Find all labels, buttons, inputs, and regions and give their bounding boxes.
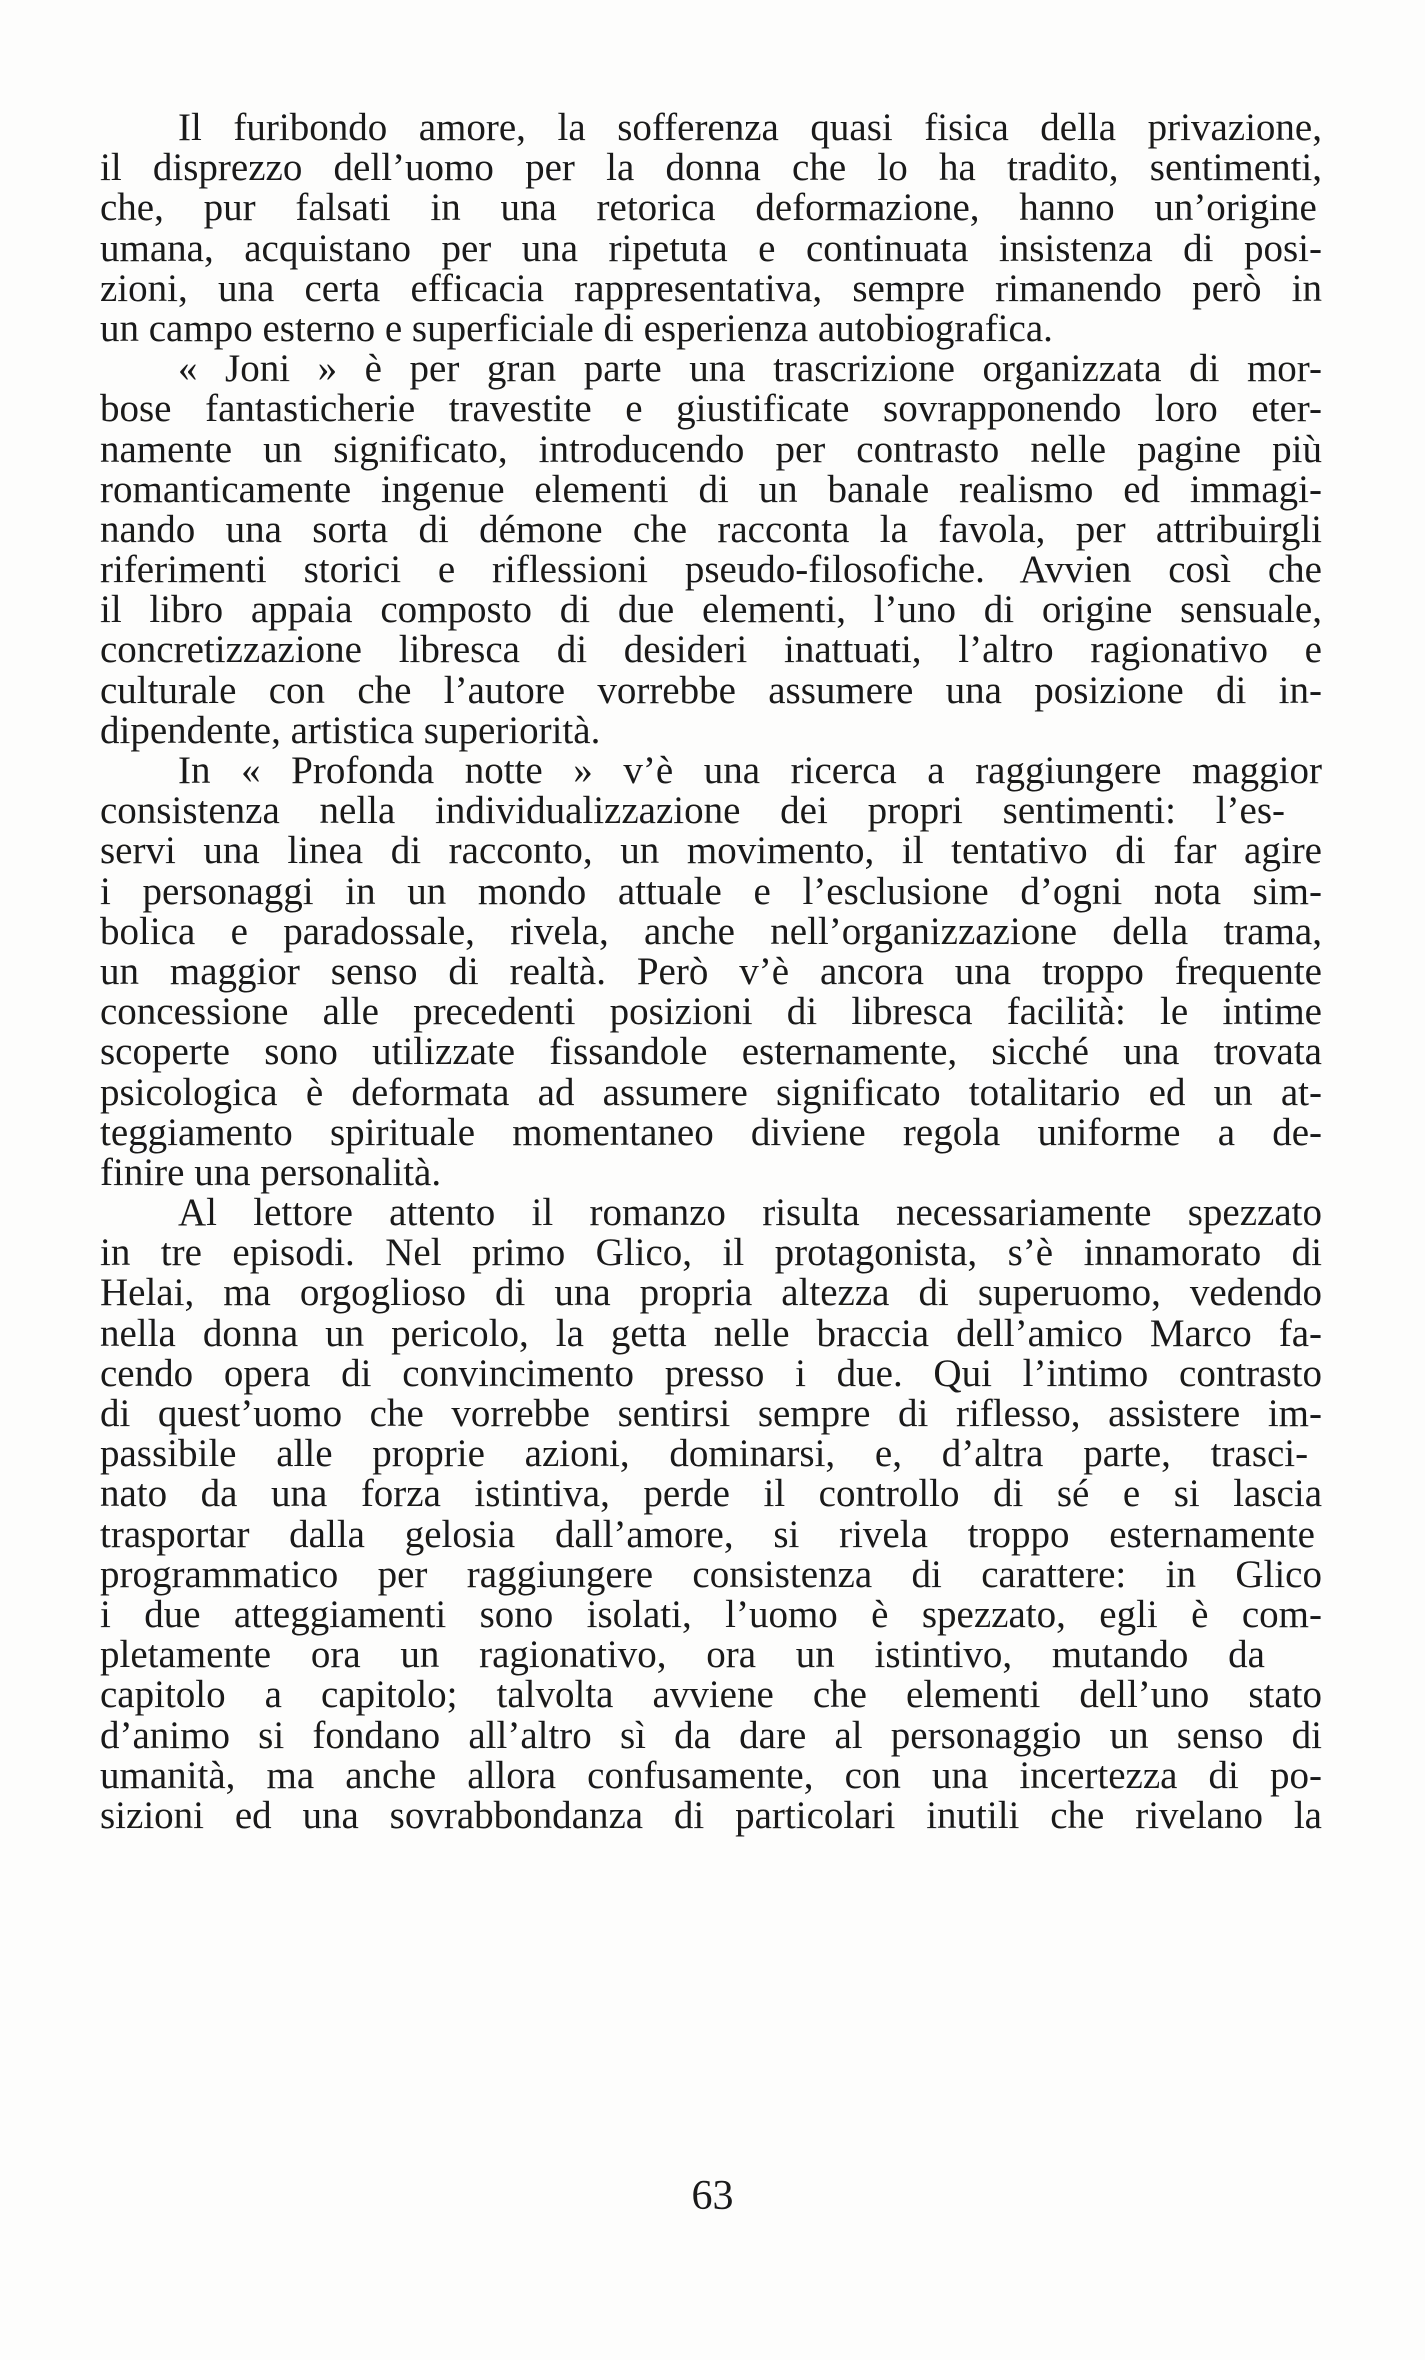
text-line: umana, acquistano per una ripetuta e continuata insistenza di posi- [100,226,1322,270]
text-line: « Joni » è per gran parte una trascrizione organizzata di mor- [178,347,1322,391]
text-line: finire una personalità. [100,1150,442,1194]
text-line: culturale con che l’autore vorrebbe assumere una posizione di in- [100,668,1322,712]
text-line: nella donna un pericolo, la getta nelle braccia dell’amico Marco fa- [100,1311,1322,1355]
text-line: consistenza nella individualizzazione dei propri sentimenti: l’es- [100,789,1285,833]
text-line: passibile alle proprie azioni, dominarsi, e, d’altra parte, trasci- [100,1432,1309,1476]
text-line: sizioni ed una sovrabbondanza di particolari inutili che rivelano la [100,1793,1322,1837]
text-line: Helai, ma orgoglioso di una propria altezza di superuomo, vedendo [100,1271,1322,1315]
text-line: i personaggi in un mondo attuale e l’esclusione d’ogni nota sim- [100,869,1322,913]
text-line: un maggior senso di realtà. Però v’è ancora una troppo frequente [100,949,1322,993]
text-line: programmatico per raggiungere consistenza di carattere: in Glico [100,1552,1322,1596]
text-line: umanità, ma anche allora confusamente, con una incertezza di po- [100,1753,1322,1797]
text-line: concretizzazione libresca di desideri inattuati, l’altro ragionativo e [100,628,1322,672]
text-line: nando una sorta di démone che racconta la favola, per attribuirgli [100,507,1322,551]
text-line: il libro appaia composto di due elementi, l’uno di origine sensuale, [100,588,1322,632]
text-line: in tre episodi. Nel primo Glico, il protagonista, s’è innamorato di [100,1231,1322,1275]
text-line: d’animo si fondano all’altro sì da dare al personaggio un senso di [100,1713,1322,1757]
text-line: i due atteggiamenti sono isolati, l’uomo è spezzato, egli è com- [100,1592,1322,1636]
text-line: zioni, una certa efficacia rappresentativa, sempre rimanendo però in [100,266,1322,310]
text-line: di quest’uomo che vorrebbe sentirsi sempre di riflesso, assistere im- [100,1392,1322,1435]
text-line: pletamente ora un ragionativo, ora un istintivo, mutando da [100,1633,1265,1677]
text-line: Il furibondo amore, la sofferenza quasi fisica della privazione, [178,106,1322,149]
text-line: il disprezzo dell’uomo per la donna che lo ha tradito, sentimenti, [100,146,1322,190]
text-line: un campo esterno e superficiale di esperienza autobiografica. [100,306,1053,350]
text-line: In « Profonda notte » v’è una ricerca a raggiungere maggior [178,749,1322,792]
text-line: namente un significato, introducendo per contrasto nelle pagine più [100,427,1322,471]
text-line: romanticamente ingenue elementi di un banale realismo ed immagi- [100,467,1322,511]
text-line: nato da una forza istintiva, perde il controllo di sé e si lascia [100,1472,1322,1516]
text-line: che, pur falsati in una retorica deformazione, hanno un’origine [100,186,1317,230]
text-line: servi una linea di racconto, un movimento, il tentativo di far agire [100,829,1322,873]
text-line: concessione alle precedenti posizioni di libresca facilità: le intime [100,990,1322,1034]
page-number: 63 [691,2173,734,2219]
text-line: teggiamento spirituale momentaneo diviene regola uniforme a de- [100,1110,1322,1154]
text-line: bolica e paradossale, rivela, anche nell’organizzazione della trama, [100,909,1322,953]
text-line: bose fantasticherie travestite e giustificate sovrapponendo loro eter- [100,387,1322,431]
text-line: scoperte sono utilizzate fissandole esternamente, sicché una trovata [100,1030,1322,1074]
body-text [100,108,1322,1836]
text-line: psicologica è deformata ad assumere significato totalitario ed un at- [100,1070,1322,1114]
text-line: trasportar dalla gelosia dall’amore, si rivela troppo esternamente [100,1512,1315,1556]
text-line: capitolo a capitolo; talvolta avviene che elementi dell’uno stato [100,1673,1322,1717]
text-line: dipendente, artistica superiorità. [100,708,601,752]
text-line: cendo opera di convincimento presso i due. Qui l’intimo contrasto [100,1351,1322,1395]
text-line: riferimenti storici e riflessioni pseudo-filosofiche. Avvien così che [100,548,1322,592]
text-line: Al lettore attento il romanzo risulta necessariamente spezzato [178,1191,1322,1235]
